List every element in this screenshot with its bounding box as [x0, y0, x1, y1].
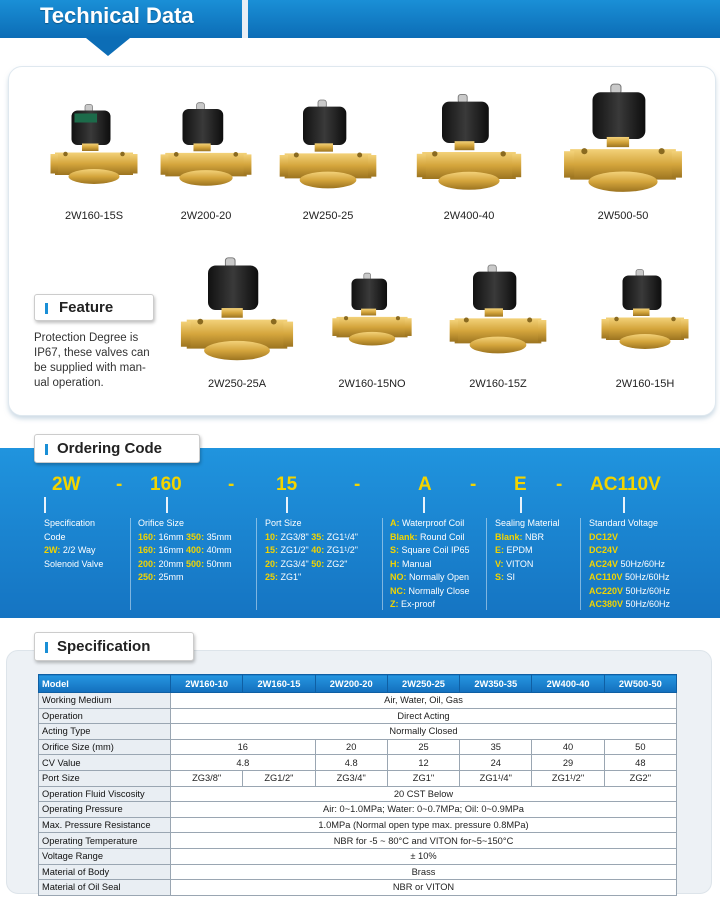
- value: ZG3/8": [278, 531, 309, 542]
- table-row: [39, 770, 677, 786]
- value: ZG1/2": [278, 545, 309, 555]
- ordering-coil-column: [390, 517, 470, 612]
- specification-title: Specification: [57, 638, 151, 655]
- value: 16mm: [156, 531, 184, 542]
- header-pointer: [86, 38, 130, 56]
- feature-line: Protection Degree is: [34, 332, 139, 344]
- product-2w160-15s: [44, 86, 144, 222]
- table-cell: NBR or VITON: [171, 880, 677, 896]
- feature-line: be supplied with man-: [34, 362, 146, 374]
- row-label: Material of Body: [39, 864, 171, 880]
- table-cell: Air, Water, Oil, Gas: [171, 693, 677, 709]
- value: Normally Open: [406, 572, 470, 582]
- value: 25mm: [156, 572, 184, 582]
- product-2w250-25: [276, 86, 380, 222]
- product-label: 2W160-15NO: [338, 378, 406, 390]
- product-2w160-15h: [598, 248, 692, 390]
- text: [589, 585, 670, 599]
- specification-table: [38, 674, 677, 896]
- product-2w160-15no: [330, 248, 414, 390]
- key: 35:: [311, 531, 325, 542]
- code-dash: -: [556, 474, 563, 495]
- code-dash: -: [228, 474, 235, 495]
- value: 50Hz/60Hz: [622, 572, 670, 582]
- table-cell: Direct Acting: [171, 708, 677, 724]
- table-cell: ZG3/4": [315, 770, 387, 786]
- text: [589, 598, 670, 612]
- key: DC24V: [589, 545, 619, 555]
- table-cell: 1.0MPa (Normal open type max. pressure 0.8MPa): [171, 817, 677, 833]
- row-label: Material of Oil Seal: [39, 880, 171, 896]
- code-pointer: [166, 497, 168, 513]
- table-header-row: [39, 675, 677, 693]
- row-label: Operation Fluid Viscosity: [39, 786, 171, 802]
- column-header: 2W500-50: [604, 675, 676, 693]
- key: AC380V: [589, 599, 624, 609]
- table-cell: ZG1/2": [243, 770, 315, 786]
- table-cell: 4.8: [315, 755, 387, 771]
- key: AC24V: [589, 558, 619, 569]
- column-header: 2W160-10: [171, 675, 243, 693]
- code-series: 2W: [52, 474, 81, 495]
- row-label: Operating Temperature: [39, 833, 171, 849]
- table-cell: 16: [171, 739, 316, 755]
- heading-marker: [45, 444, 48, 455]
- text: [44, 544, 103, 558]
- text: [390, 517, 470, 531]
- key: 160:: [138, 545, 157, 555]
- table-cell: 4.8: [171, 755, 316, 771]
- key: Blank:: [390, 531, 418, 542]
- ordering-spec-column: [44, 517, 103, 571]
- key: AC110V: [589, 572, 623, 582]
- text: [589, 531, 670, 545]
- product-2w160-15z: [446, 248, 550, 390]
- text: [390, 585, 470, 599]
- key: 2W:: [44, 545, 61, 555]
- valve-image: [600, 248, 690, 372]
- text: [265, 531, 358, 545]
- table-cell: ZG1¹/2": [532, 770, 604, 786]
- code-dash: -: [354, 474, 361, 495]
- code-pointer: [44, 497, 46, 513]
- heading-marker: [45, 303, 48, 314]
- text: [589, 558, 670, 572]
- table-cell: Brass: [171, 864, 677, 880]
- ordering-port-column: [265, 517, 358, 585]
- value: ZG1¹/2": [324, 545, 358, 555]
- value: Square Coil IP65: [399, 545, 470, 555]
- page-header: [0, 0, 720, 38]
- value: SI: [504, 572, 516, 582]
- text: [495, 558, 560, 572]
- value: 35mm: [204, 531, 232, 542]
- table-row: [39, 848, 677, 864]
- valve-image: [179, 248, 295, 372]
- column-header: 2W250-25: [387, 675, 459, 693]
- text: [589, 544, 670, 558]
- table-cell: Air: 0~1.0MPa; Water: 0~0.7MPa; Oil: 0~0.9MPa: [171, 802, 677, 818]
- table-cell: 29: [532, 755, 604, 771]
- code-voltage: AC110V: [590, 474, 661, 495]
- text: [265, 558, 358, 572]
- ordering-code-title: Ordering Code: [57, 440, 163, 457]
- text: [138, 558, 232, 572]
- valve-image: [562, 74, 684, 204]
- value: Ex-proof: [398, 599, 436, 609]
- table-row: [39, 724, 677, 740]
- value: NBR: [522, 531, 545, 542]
- text: [390, 598, 470, 612]
- value: 50mm: [204, 558, 232, 569]
- table-cell: ± 10%: [171, 848, 677, 864]
- key: AC220V: [589, 585, 624, 596]
- key: 25:: [265, 572, 279, 582]
- table-cell: 40: [532, 739, 604, 755]
- text: Specification: [44, 518, 96, 528]
- key: V:: [495, 558, 504, 569]
- code-pointer: [623, 497, 625, 513]
- product-2w400-40: [414, 82, 524, 222]
- value: 50Hz/60Hz: [623, 585, 671, 596]
- product-label: 2W160-15Z: [469, 378, 527, 390]
- product-2w250-25a: [178, 248, 296, 390]
- value: 50Hz/60Hz: [618, 558, 666, 569]
- text: [589, 571, 670, 585]
- key: Blank:: [495, 531, 523, 542]
- valve-image: [331, 248, 413, 372]
- ordering-code-heading: [34, 434, 200, 463]
- code-seal: E: [514, 474, 527, 495]
- table-cell: 12: [387, 755, 459, 771]
- text: [495, 531, 560, 545]
- text: Port Size: [265, 518, 302, 528]
- text: [138, 531, 232, 545]
- ordering-orifice-column: [138, 517, 232, 585]
- table-cell: ZG1¹/4": [460, 770, 532, 786]
- value: Waterproof Coil: [399, 518, 465, 528]
- code-coil: A: [418, 474, 432, 495]
- key: NC:: [390, 585, 406, 596]
- product-label: 2W200-20: [180, 210, 232, 222]
- text: [265, 544, 358, 558]
- table-cell: NBR for -5 ~ 80°C and VITON for~5~150°C: [171, 833, 677, 849]
- value: Normally Close: [406, 585, 470, 596]
- column-header: 2W200-20: [315, 675, 387, 693]
- value: EPDM: [504, 545, 533, 555]
- code-pointer: [286, 497, 288, 513]
- row-label: Working Medium: [39, 693, 171, 709]
- key: E:: [495, 545, 504, 555]
- text: Standard Voltage: [589, 518, 659, 528]
- product-label: 2W160-15S: [64, 210, 124, 222]
- table-cell: Normally Closed: [171, 724, 677, 740]
- key: 160:: [138, 531, 157, 542]
- key: S:: [390, 545, 399, 555]
- table-row: [39, 755, 677, 771]
- value: 2/2 Way: [60, 545, 96, 555]
- text: [390, 558, 470, 572]
- feature-title: Feature: [59, 299, 114, 316]
- value: VITON: [503, 558, 534, 569]
- table-cell: ZG1": [387, 770, 459, 786]
- value: ZG2": [324, 558, 348, 569]
- column-divider: [130, 518, 131, 610]
- key: S:: [495, 572, 504, 582]
- key: 40:: [311, 545, 325, 555]
- column-header: 2W160-15: [243, 675, 315, 693]
- text: Code: [44, 531, 66, 542]
- code-port: 15: [276, 474, 298, 495]
- ordering-seal-column: [495, 517, 560, 585]
- text: [265, 571, 358, 585]
- key: 20:: [265, 558, 279, 569]
- text: [495, 571, 560, 585]
- column-divider: [382, 518, 383, 610]
- column-header: Model: [39, 675, 171, 693]
- valve-image: [49, 86, 139, 204]
- value: 16mm: [156, 545, 184, 555]
- key: H:: [390, 558, 400, 569]
- page-title: Technical Data: [40, 3, 194, 28]
- table-row: [39, 739, 677, 755]
- value: 50Hz/60Hz: [623, 599, 671, 609]
- table-cell: 20 CST Below: [171, 786, 677, 802]
- table-cell: ZG2": [604, 770, 676, 786]
- product-2w200-20: [158, 86, 254, 222]
- text: [390, 544, 470, 558]
- text: [495, 544, 560, 558]
- value: Round Coil: [417, 531, 465, 542]
- key: 50:: [311, 558, 325, 569]
- table-row: [39, 864, 677, 880]
- valve-image: [448, 248, 548, 372]
- column-header: 2W400-40: [532, 675, 604, 693]
- value: Manual: [399, 558, 432, 569]
- row-label: Orifice Size (mm): [39, 739, 171, 755]
- feature-line: IP67, these valves can: [34, 347, 150, 359]
- table-cell: 24: [460, 755, 532, 771]
- column-header: 2W350-35: [460, 675, 532, 693]
- key: 10:: [265, 531, 279, 542]
- column-divider: [580, 518, 581, 610]
- key: 250:: [138, 572, 157, 582]
- table-row: [39, 708, 677, 724]
- ordering-voltage-column: [589, 517, 670, 612]
- key: 350:: [186, 531, 205, 542]
- row-label: Operating Pressure: [39, 802, 171, 818]
- key: 400:: [186, 545, 205, 555]
- table-row: [39, 833, 677, 849]
- valve-image: [415, 82, 523, 204]
- table-row: [39, 693, 677, 709]
- value: 40mm: [204, 545, 232, 555]
- product-label: 2W250-25A: [207, 378, 267, 390]
- text: [138, 571, 232, 585]
- table-row: [39, 817, 677, 833]
- product-label: 2W250-25: [302, 210, 354, 222]
- key: 15:: [265, 545, 279, 555]
- specification-heading: [34, 632, 194, 661]
- table-cell: 35: [460, 739, 532, 755]
- product-label: 2W400-40: [443, 210, 495, 222]
- valve-image: [278, 86, 378, 204]
- table-row: [39, 880, 677, 896]
- row-label: CV Value: [39, 755, 171, 771]
- key: 500:: [186, 558, 205, 569]
- heading-marker: [45, 642, 48, 653]
- feature-description: [34, 331, 154, 391]
- product-label: 2W500-50: [597, 210, 649, 222]
- key: DC12V: [589, 531, 619, 542]
- table-cell: 50: [604, 739, 676, 755]
- value: ZG1¹/4": [324, 531, 358, 542]
- value: 20mm: [156, 558, 184, 569]
- row-label: Port Size: [39, 770, 171, 786]
- column-divider: [486, 518, 487, 610]
- table-row: [39, 786, 677, 802]
- value: ZG1": [278, 572, 302, 582]
- code-pointer: [423, 497, 425, 513]
- table-cell: 48: [604, 755, 676, 771]
- text: Solenoid Valve: [44, 558, 104, 569]
- code-dash: -: [116, 474, 123, 495]
- row-label: Max. Pressure Resistance: [39, 817, 171, 833]
- text: Orifice Size: [138, 518, 185, 528]
- feature-heading: [34, 294, 154, 321]
- key: 200:: [138, 558, 157, 569]
- table-cell: ZG3/8": [171, 770, 243, 786]
- value: ZG3/4": [278, 558, 309, 569]
- key: A:: [390, 518, 400, 528]
- code-orifice: 160: [150, 474, 182, 495]
- row-label: Acting Type: [39, 724, 171, 740]
- product-2w500-50: [560, 74, 686, 222]
- code-pointer: [520, 497, 522, 513]
- text: [390, 571, 470, 585]
- table-cell: 20: [315, 739, 387, 755]
- text: [390, 531, 470, 545]
- code-dash: -: [470, 474, 477, 495]
- key: Z:: [390, 599, 399, 609]
- feature-line: ual operation.: [34, 377, 104, 389]
- header-divider: [242, 0, 248, 38]
- product-label: 2W160-15H: [615, 378, 675, 390]
- key: NO:: [390, 572, 407, 582]
- text: [138, 544, 232, 558]
- table-cell: 25: [387, 739, 459, 755]
- row-label: Voltage Range: [39, 848, 171, 864]
- text: Sealing Material: [495, 518, 560, 528]
- column-divider: [256, 518, 257, 610]
- valve-image: [159, 86, 253, 204]
- row-label: Operation: [39, 708, 171, 724]
- table-row: [39, 802, 677, 818]
